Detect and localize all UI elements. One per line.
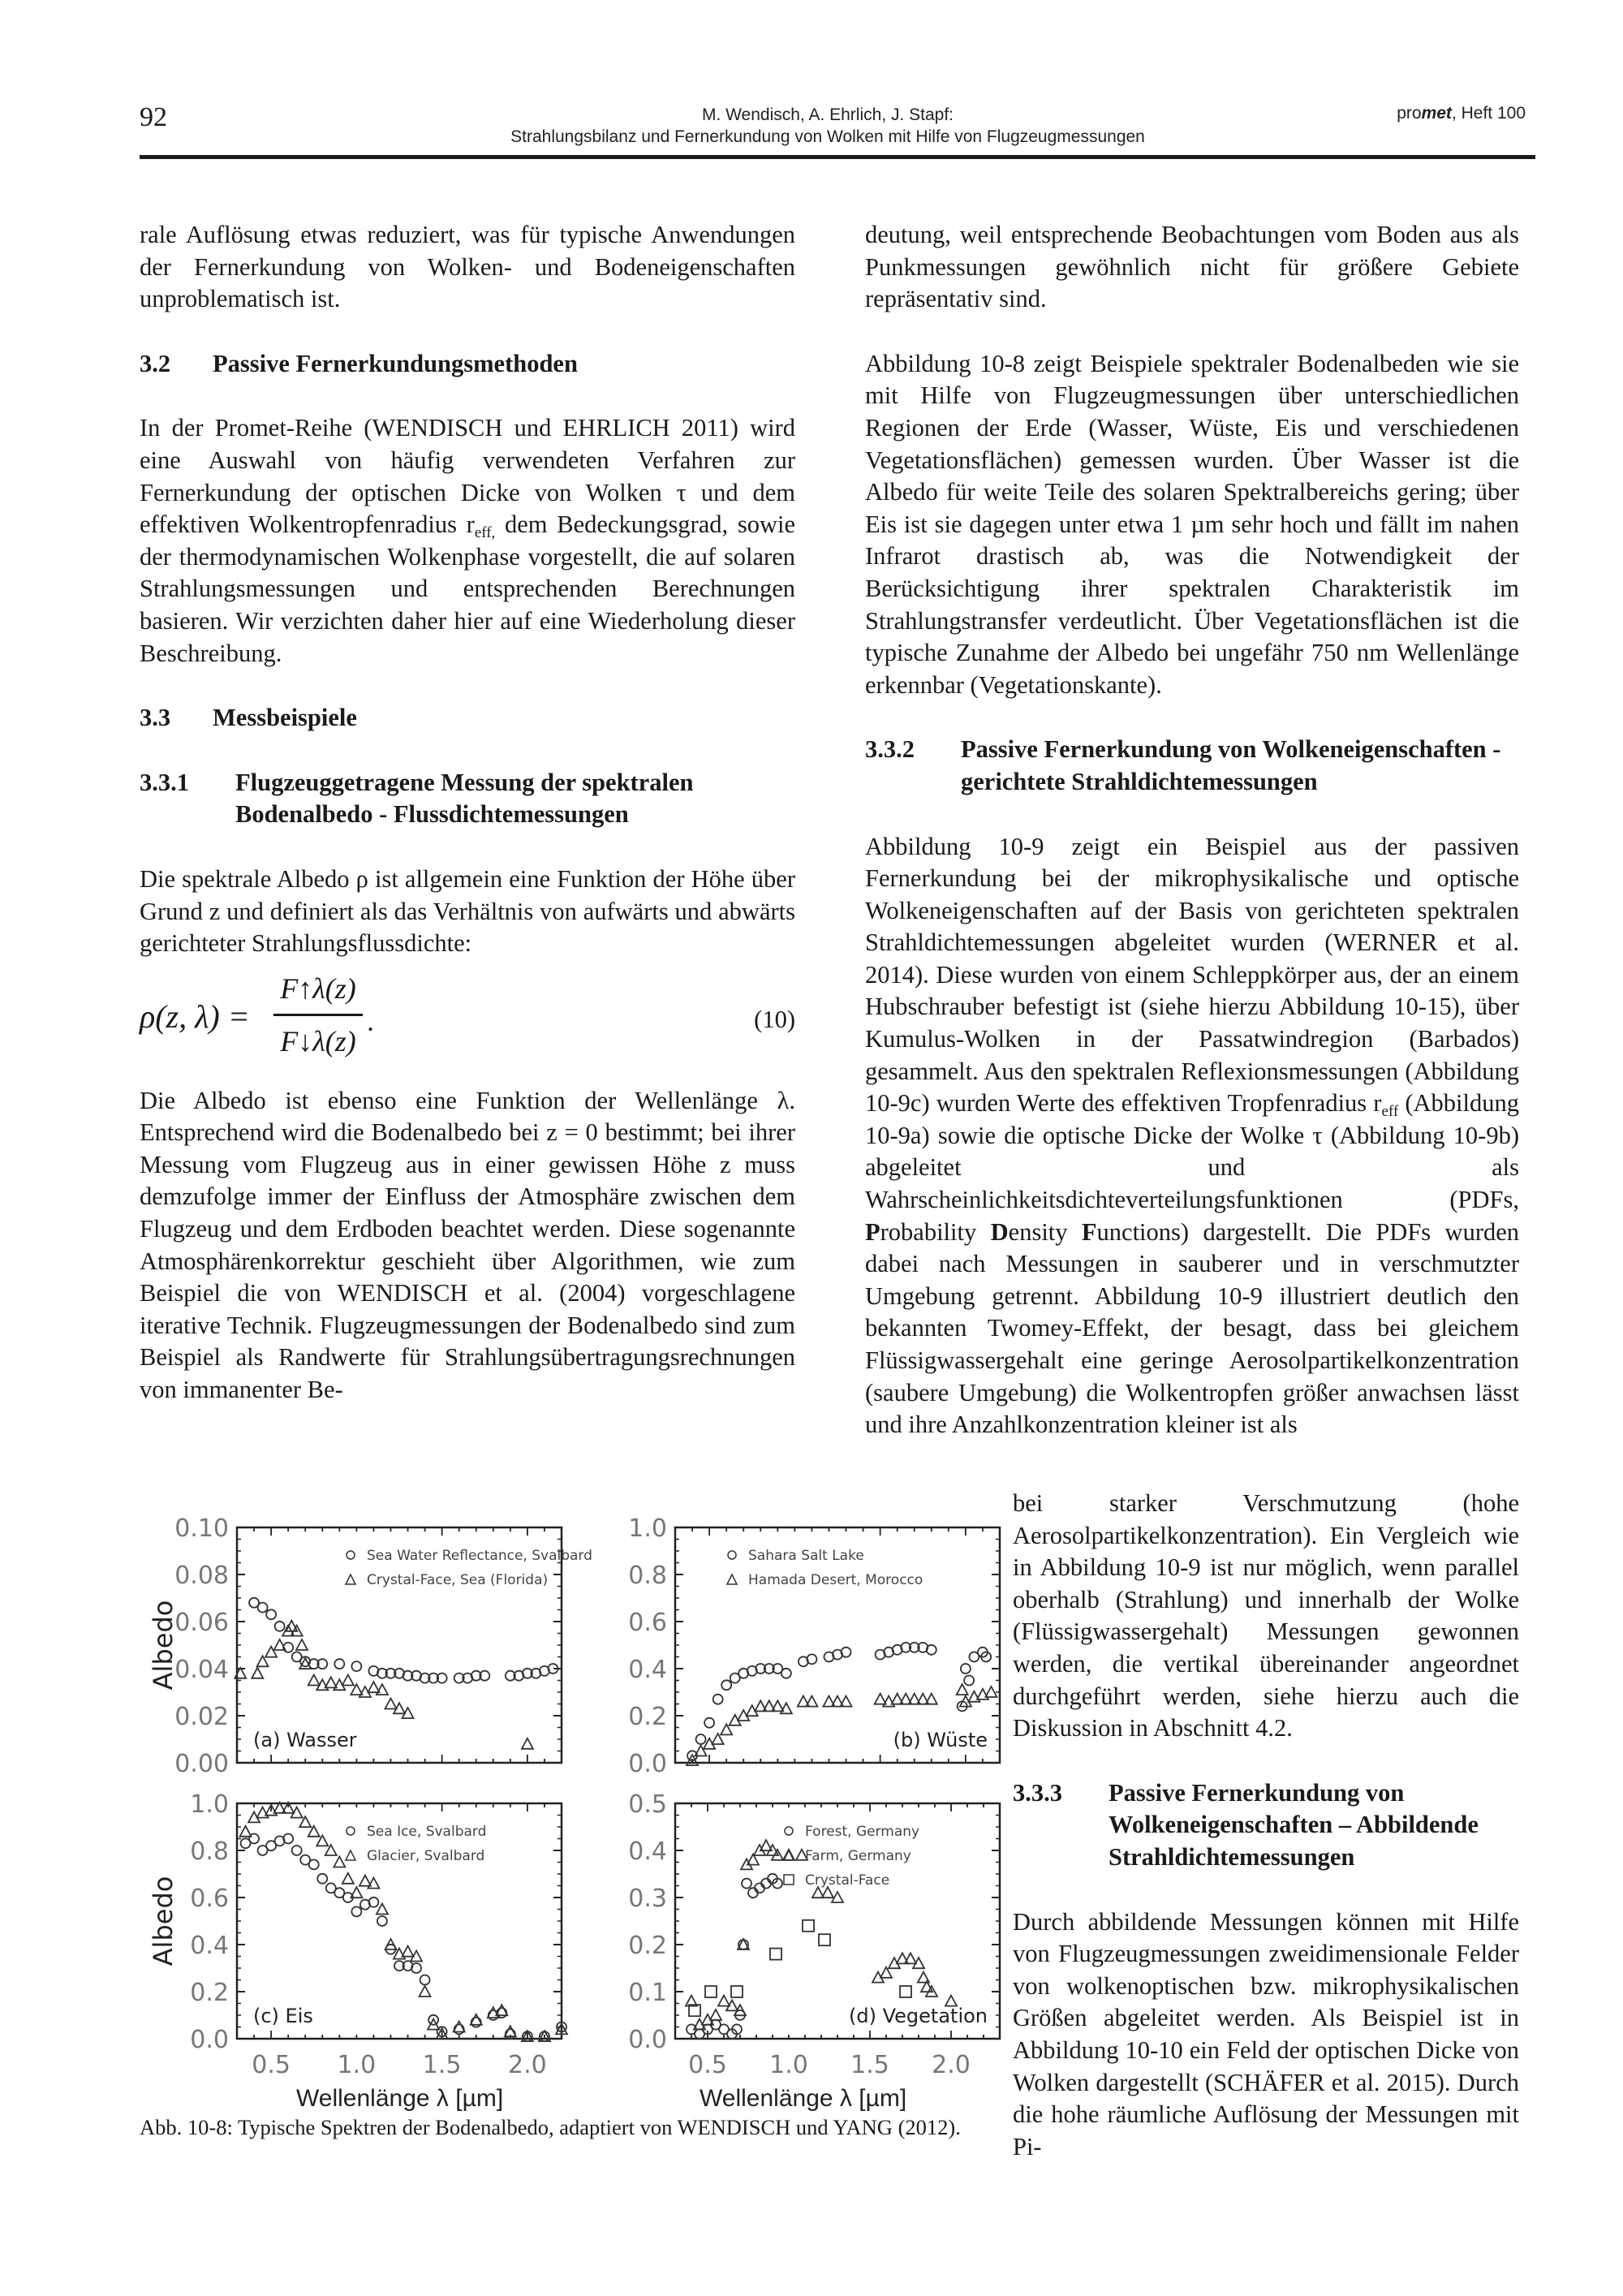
y-axis-label: Albedo (148, 1600, 179, 1691)
section-heading-3-3-1: 3.3.1 Flugzeuggetragene Messung der spektralen Bodenalbedo - Flussdichtemessungen (140, 768, 694, 829)
equation-period: . (367, 1004, 374, 1037)
data-point (842, 1648, 851, 1657)
section-heading-3-3-2: 3.3.2 Passive Fernerkundung von Wolkeneigenschaften - gerichtete Strahldichtemessungen (865, 735, 1501, 795)
data-point (334, 1659, 344, 1669)
fraction-bar (273, 1014, 363, 1016)
x-tick-label: 1.0 (769, 2051, 808, 2079)
data-point (403, 1946, 414, 1957)
x-axis-label-left: Wellenlänge λ [µm] (296, 2085, 504, 2112)
left-column (140, 219, 795, 1406)
y-tick-label: 0.02 (174, 1703, 229, 1731)
legend-marker (728, 1551, 736, 1559)
data-point (240, 1826, 252, 1837)
chart-svg (578, 1790, 1016, 2086)
data-point (812, 1887, 824, 1898)
section-heading-3-3: 3.3 Messbeispiele (140, 704, 357, 732)
data-point (296, 1639, 308, 1650)
x-tick-label: 0.5 (252, 2051, 291, 2079)
journal-prefix: pro (1397, 104, 1422, 123)
y-tick-label: 0.10 (174, 1514, 229, 1543)
x-tick-label: 2.0 (932, 2051, 971, 2079)
data-point (411, 1963, 421, 1973)
data-point (377, 1916, 387, 1926)
y-tick-label: 0.6 (190, 1885, 229, 1913)
paragraph: deutung, weil entsprechende Beobachtungen vom Boden aus als Punkmessungen gewöhnlich nicht für größere Gebiete repräsentativ sind. (865, 221, 1519, 313)
data-point (309, 1859, 319, 1869)
y-tick-label: 0.2 (628, 1703, 667, 1731)
x-tick-label: 0.5 (688, 2051, 727, 2079)
running-header-title: Strahlungsbilanz und Fernerkundung von Wolken mit Hilfe von Flugzeugmessungen (510, 127, 1145, 146)
panel-label: (c) Eis (253, 2005, 313, 2027)
y-tick-label: 0.08 (174, 1562, 229, 1590)
legend-label: Hamada Desert, Morocco (748, 1572, 923, 1588)
data-point (308, 1675, 320, 1686)
y-tick-label: 0.3 (628, 1885, 667, 1913)
chart-svg (140, 1514, 592, 1786)
data-point (454, 2024, 464, 2034)
y-axis-label: Albedo (148, 1876, 179, 1966)
equation-denominator: F↓λ(z) (280, 1024, 356, 1058)
data-point (822, 1887, 833, 1898)
data-point (420, 1975, 430, 1985)
equation-lhs: ρ(z, λ) = (140, 997, 250, 1035)
page-number: 92 (140, 102, 167, 132)
data-point (918, 1972, 929, 1983)
data-point (964, 1676, 974, 1686)
y-tick-label: 0.00 (174, 1750, 229, 1778)
data-point (258, 1603, 268, 1613)
data-point (803, 1920, 814, 1932)
data-point (705, 1986, 717, 1997)
paragraph: In der Promet-Reihe (WENDISCH und EHRLICH 2011) wird eine Auswahl von häufig verwendeten Verfahren zur Fernerkundung der optischen Dicke von Wolken τ und dem effektiven Wolkentropfenradius $r_{eff,}$ dem Bedeckungsgrad, sowie der thermodynamischen Wolkenphase vorgestellt, die auf solaren Strahlungsmessungen und entsprechenden Berechnungen basieren. Wir verzichten daher hier auf eine Wiederholung dieser Beschreibung. (140, 414, 795, 667)
x-axis-label-right: Wellenlänge λ [µm] (700, 2085, 907, 2112)
paragraph: Abbildung 10-9 zeigt ein Beispiel aus der passiven Fernerkundung bei der mikrophysikalische und optische Wolkeneigenschaften auf der Basis von gerichteten spektralen Strahldichtemessungen abgeleitet wurden (WERNER et al. 2014). Diese wurden von einem Schleppkörper aus, der an einem Hubschrauber befestigt ist (siehe hierzu Abbildung 10-15), über Kumulus-Wolken in der Passatwindregion (Barbados) gesammelt. Aus den spektralen Reflexionsmessungen (Abbildung 10-9c) wurden Werte des effektiven Tropfenradius $r_{eff}$ (Abbildung 10-9a) sowie die optische Dicke der Wolke τ (Abbildung 10-9b) abgeleitet und als Wahrscheinlichkeitsdichteverteilungsfunktionen (PDFs, Probability Density Functions) dargestellt. Die PDFs wurden dabei nach Messungen in sauberer und in verschmutzter Umgebung getrennt. Abbildung 10-9 illustriert deutlich den bekannten Twomey-Effekt, der besagt, dass bei gleichem Flüssigwassergehalt eine geringe Aerosolpartikelkonzentration (saubere Umgebung) die Wolkentropfen größer anwachsen lässt und ihre Anzahlkonzentration kleiner ist als (865, 832, 1520, 1439)
equation-numerator: F↑λ(z) (280, 971, 356, 1005)
y-tick-label: 0.0 (628, 1750, 667, 1778)
journal-bold: met (1421, 104, 1452, 123)
data-point (351, 1906, 361, 1916)
legend-marker (347, 1827, 355, 1835)
y-tick-label: 0.2 (628, 1932, 667, 1960)
x-tick-label: 1.5 (850, 2051, 889, 2079)
legend-label: Forest, Germany (805, 1824, 920, 1840)
y-tick-label: 0.2 (190, 1979, 229, 2007)
data-point (710, 2010, 721, 2020)
journal-issue (1397, 104, 1526, 123)
panel-label: (d) Vegetation (849, 2005, 988, 2027)
data-point (721, 1680, 731, 1690)
data-point (420, 1986, 431, 1997)
data-point (957, 1684, 968, 1695)
data-point (713, 1695, 723, 1704)
chart-svg (578, 1514, 1016, 1786)
legend-label: Crystal-Face (805, 1872, 890, 1889)
y-tick-label: 0.0 (628, 2026, 667, 2054)
data-point (275, 1622, 285, 1631)
legend-marker (346, 1574, 355, 1584)
y-tick-label: 0.4 (628, 1656, 667, 1684)
chart-panel-a (140, 1514, 592, 1790)
section-heading-3-3-3: 3.3.3 Passive Fernerkundung von Wolkeneigenschaften – Abbildende Strahldichtemessungen (1013, 1778, 1479, 1871)
data-point (718, 1996, 730, 2006)
chart-panel-d (578, 1790, 1016, 2090)
data-point (807, 1654, 816, 1664)
chart-panel-c (140, 1790, 578, 2090)
data-point (781, 1669, 791, 1678)
running-header (454, 104, 1201, 148)
data-point (819, 1934, 830, 1945)
right-column-wrapped (1013, 1488, 1519, 2163)
legend-label: Sea Ice, Svalbard (367, 1824, 487, 1840)
data-point (704, 1718, 714, 1728)
data-point (266, 1609, 276, 1619)
legend-marker (346, 1850, 355, 1860)
data-point (522, 1738, 533, 1749)
x-tick-label: 1.0 (337, 2051, 377, 2079)
data-point (900, 1986, 911, 1997)
legend-marker (785, 1827, 793, 1835)
right-column (865, 219, 1519, 1441)
paragraph: bei starker Verschmutzung (hohe Aerosolpartikelkonzentration). Ein Vergleich wie in Abbildung 10-9 ist nur möglich, wenn parallel oberhalb (Strahlung) und innerhalb der Wolke (Flüssigwassergehalt) Messungen gewonnen werden, die vertikal übereinander angeordnet durchgeführt werden, siehe hierzu auch die Diskussion in Abschnitt 4.2. (1013, 1489, 1519, 1742)
figure-10-8 (140, 1514, 988, 2079)
legend-marker (347, 1551, 355, 1559)
chart-panel-b (578, 1514, 1016, 1790)
data-point (385, 1699, 396, 1709)
equation-number: (10) (754, 1005, 795, 1033)
data-point (317, 1874, 327, 1884)
data-point (696, 1734, 706, 1744)
x-tick-label: 2.0 (508, 2051, 547, 2079)
legend-label: Glacier, Svalbard (367, 1848, 485, 1864)
y-tick-label: 0.8 (628, 1562, 667, 1590)
data-point (985, 1686, 997, 1697)
data-point (961, 1664, 971, 1674)
y-tick-label: 1.0 (628, 1514, 667, 1543)
running-header-authors: M. Wendisch, A. Ehrlich, J. Stapf: (701, 106, 954, 124)
x-tick-label: 1.5 (422, 2051, 462, 2079)
equation-10 (140, 967, 795, 1072)
legend-label: Sea Water Reflectance, Svalbard (367, 1548, 592, 1564)
paragraph: rale Auflösung etwas reduziert, was für typische Anwendungen der Fernerkundung von Wolken- und Bodeneigenschaften unproblematisch ist. (140, 221, 795, 313)
y-tick-label: 0.1 (628, 1979, 667, 2007)
legend-marker (727, 1574, 737, 1584)
data-point (342, 1675, 354, 1686)
y-tick-label: 0.04 (174, 1656, 229, 1684)
data-point (351, 1661, 361, 1671)
data-point (755, 1883, 764, 1893)
data-point (761, 1879, 771, 1889)
data-point (342, 1873, 354, 1884)
y-tick-label: 0.06 (174, 1609, 229, 1637)
data-point (252, 1668, 263, 1678)
y-tick-label: 0.0 (190, 2026, 229, 2054)
data-point (359, 1876, 371, 1886)
y-tick-label: 0.4 (628, 1837, 667, 1866)
legend-label: Farm, Germany (805, 1848, 911, 1864)
panel-label: (b) Wüste (893, 1729, 988, 1751)
journal-suffix: , Heft 100 (1451, 104, 1526, 123)
data-point (334, 1857, 345, 1867)
data-point (748, 1888, 758, 1898)
legend-marker (784, 1875, 794, 1885)
paragraph: Die spektrale Albedo ρ ist allgemein eine Funktion der Höhe über Grund z und definiert als das Verhältnis von aufwärts und abwärts gerichteter Strahlungsflussdichte: (140, 864, 795, 958)
y-tick-label: 1.0 (190, 1790, 229, 1819)
header-rule (140, 155, 1535, 159)
section-heading-3-2: 3.2 Passive Fernerkundungsmethoden (140, 349, 578, 377)
paragraph: Durch abbildende Messungen können mit Hilfe von Flugzeugmessungen zweidimensionale Felder von wolkenoptischen bzw. mikrophysikalischen Größen abgeleitet werden. Als Beispiel ist in Abbildung 10-10 ein Feld der optischen Dicke von Wolken dargestellt (SCHÄFER et al. 2015). Durch die hohe räumliche Auflösung der Messungen mit Pi- (1013, 1907, 1519, 2160)
equation-fraction (273, 967, 363, 1063)
panel-label: (a) Wasser (253, 1729, 357, 1751)
legend-label: Crystal-Face, Sea (Florida) (367, 1572, 549, 1588)
chart-svg (140, 1790, 578, 2086)
figure-caption: Abb. 10-8: Typische Spektren der Bodenalbedo, adaptiert von WENDISCH und YANG (2012). (140, 2115, 961, 2139)
y-tick-label: 0.8 (190, 1837, 229, 1866)
data-point (368, 1898, 378, 1907)
paragraph: Abbildung 10-8 zeigt Beispiele spektraler Bodenalbeden wie sie mit Hilfe von Flugzeugmessungen über unterschiedlichen Regionen der Erde (Wasser, Wüste, Eis und verschiedenen Vegetationsflächen) gemessen wurden. Über Wasser ist die Albedo für weite Teile des solaren Spektralbereichs gering; über Eis ist sie dagegen unter etwa 1 µm sehr hoch und fällt im nahen Infrarot drastisch ab, was die Notwendigkeit der Berücksichtigung ihrer spektralen Charakteristik im Strahlungstransfer verdeutlicht. Über Vegetationsflächen ist die typische Zunahme der Albedo bei ungefähr 750 nm Wellenlänge erkennbar (Vegetationskante). (865, 349, 1519, 699)
data-point (368, 1682, 379, 1692)
data-point (927, 1645, 936, 1655)
data-point (292, 1846, 302, 1855)
y-tick-label: 0.4 (190, 1932, 229, 1960)
y-tick-label: 0.6 (628, 1609, 667, 1637)
data-point (471, 2018, 481, 2027)
data-point (770, 1949, 781, 1960)
data-point (325, 1677, 337, 1687)
data-point (731, 1986, 743, 1997)
y-tick-label: 0.5 (628, 1790, 667, 1819)
data-point (875, 1694, 886, 1704)
data-point (283, 1834, 293, 1844)
legend-label: Sahara Salt Lake (748, 1548, 864, 1564)
data-point (742, 1879, 751, 1889)
paragraph: Die Albedo ist ebenso eine Funktion der Wellenlänge λ. Entsprechend wird die Bodenalbedo bei z = 0 bestimmt; bei ihrer Messung vom Flugzeug aus in einer gewissen Höhe z muss demzufolge immer der Einfluss der Atmosphäre zwischen dem Flugzeug und dem Erdboden beachtet werden. Diese sogenannte Atmosphärenkorrektur geschieht über Algorithmen, wie zum Beispiel die von WENDISCH et al. (2004) vorgeschlagene iterative Technik. Flugzeugmessungen der Bodenalbedo sind zum Beispiel als Randwerte für Strahlungsübertragungsrechnungen von immanenter Be- (140, 1086, 795, 1404)
